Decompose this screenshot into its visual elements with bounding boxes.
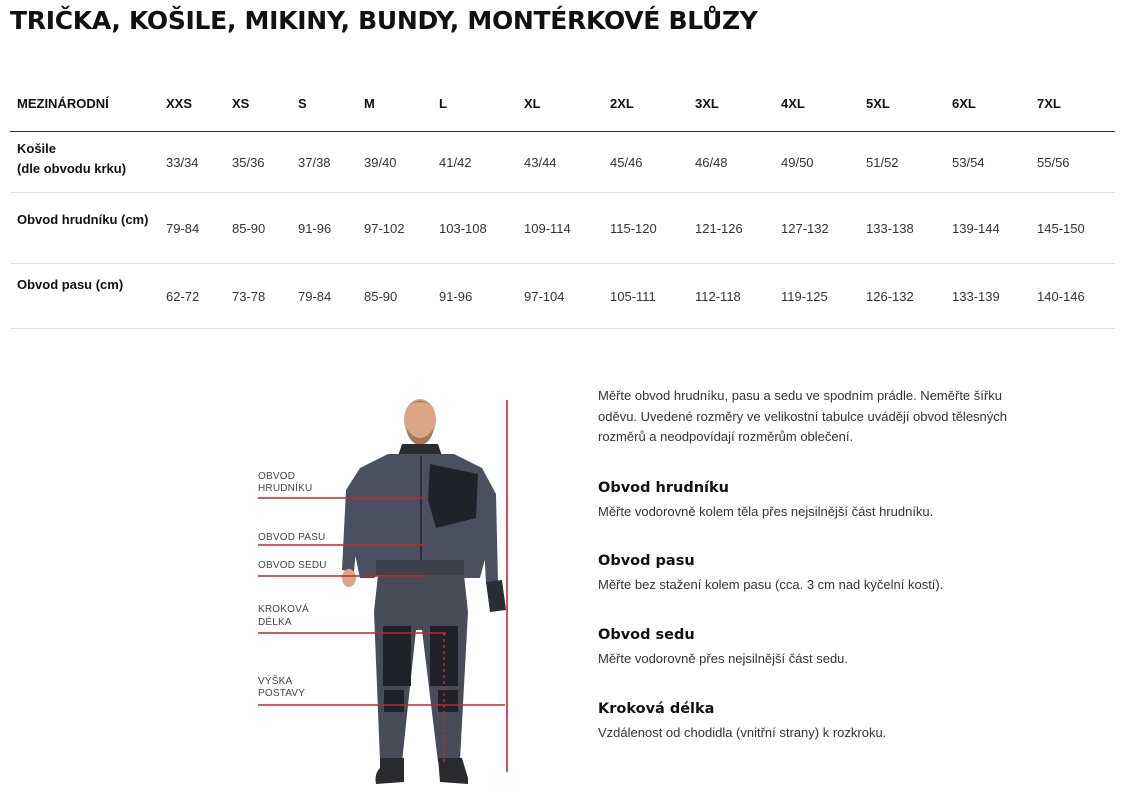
size-header: 6XL	[945, 76, 1030, 132]
measure-title-inseam: Kroková délka	[598, 701, 715, 717]
table-cell: 33/34	[159, 132, 225, 193]
table-cell: 97-102	[357, 193, 432, 264]
measure-title-waist: Obvod pasu	[598, 553, 695, 569]
table-cell: 43/44	[517, 132, 603, 193]
size-header: M	[357, 76, 432, 132]
gloves-shape	[486, 580, 506, 612]
row-label-line: Obvod hrudníku (cm)	[17, 212, 149, 227]
row-label-line: (dle obvodu krku)	[17, 161, 127, 176]
table-cell: 105-111	[603, 264, 688, 329]
label-waist: OBVOD PASU	[258, 532, 326, 543]
label-inseam-1: KROKOVÁ	[258, 604, 309, 615]
table-cell: 35/36	[225, 132, 291, 193]
table-cell: 115-120	[603, 193, 688, 264]
table-cell: 45/46	[603, 132, 688, 193]
table-row-chest	[10, 193, 1115, 264]
table-cell: 91-96	[291, 193, 357, 264]
size-header: XS	[225, 76, 291, 132]
page-title: TRIČKA, KOŠILE, MIKINY, BUNDY, MONTÉRKOVÉ BLŮZY	[10, 6, 758, 35]
table-cell: 133-139	[945, 264, 1030, 329]
row-label-line: Obvod pasu (cm)	[17, 277, 124, 292]
left-hand	[342, 569, 356, 587]
measure-instructions	[598, 386, 1008, 740]
table-cell: 140-146	[1030, 264, 1115, 329]
table-cell: 139-144	[945, 193, 1030, 264]
table-cell: 55/56	[1030, 132, 1115, 193]
size-header: 4XL	[774, 76, 859, 132]
size-header: 3XL	[688, 76, 774, 132]
table-cell: 53/54	[945, 132, 1030, 193]
measure-title-chest: Obvod hrudníku	[598, 480, 729, 496]
table-cell: 126-132	[859, 264, 945, 329]
measure-title-hips: Obvod sedu	[598, 627, 695, 643]
table-cell: 145-150	[1030, 193, 1115, 264]
measurement-figure	[250, 390, 525, 790]
label-inseam-2: DÉLKA	[258, 617, 292, 628]
table-row-waist	[10, 264, 1115, 329]
table-cell: 97-104	[517, 264, 603, 329]
header-international: MEZINÁRODNÍ	[10, 76, 159, 132]
label-height-2: POSTAVY	[258, 688, 306, 699]
left-boot	[376, 758, 405, 784]
table-cell: 41/42	[432, 132, 517, 193]
table-cell: 133-138	[859, 193, 945, 264]
size-header: 5XL	[859, 76, 945, 132]
table-cell: 112-118	[688, 264, 774, 329]
table-cell: 119-125	[774, 264, 859, 329]
size-header-row	[10, 76, 1115, 132]
size-header: L	[432, 76, 517, 132]
row-label	[10, 132, 159, 193]
table-cell: 62-72	[159, 264, 225, 329]
table-cell: 49/50	[774, 132, 859, 193]
size-table	[10, 76, 1115, 329]
table-cell: 121-126	[688, 193, 774, 264]
table-cell: 91-96	[432, 264, 517, 329]
table-cell: 127-132	[774, 193, 859, 264]
measure-text-inseam: Vzdálenost od chodidla (vnitřní strany) k rozkroku.	[598, 725, 887, 740]
chest-panel	[428, 464, 478, 528]
table-cell: 73-78	[225, 264, 291, 329]
left-leg-panel	[383, 626, 411, 686]
right-boot	[438, 758, 468, 784]
size-header: XXS	[159, 76, 225, 132]
size-header: 7XL	[1030, 76, 1115, 132]
measure-text-waist: Měřte bez stažení kolem pasu (cca. 3 cm nad kyčelní kostí).	[598, 577, 944, 592]
table-row-shirt	[10, 132, 1115, 193]
table-cell: 85-90	[225, 193, 291, 264]
table-cell: 109-114	[517, 193, 603, 264]
table-cell: 103-108	[432, 193, 517, 264]
table-cell: 46/48	[688, 132, 774, 193]
label-height-1: VÝŠKA	[258, 676, 293, 687]
measure-text-chest: Měřte vodorovně kolem těla přes nejsilnější část hrudníku.	[598, 504, 934, 519]
worker-illustration	[250, 390, 525, 790]
table-cell: 85-90	[357, 264, 432, 329]
label-chest-2: HRUDNÍKU	[258, 483, 313, 494]
size-header: S	[291, 76, 357, 132]
left-knee-pad	[384, 690, 404, 712]
measure-text-hips: Měřte vodorovně přes nejsilnější část sedu.	[598, 651, 849, 666]
row-label	[10, 193, 159, 264]
intro-text: Měřte obvod hrudníku, pasu a sedu ve spodním prádle. Neměřte šířku oděvu. Uvedené rozměry ve velikostní tabulce uvádějí obvod tělesných rozměrů a neodpovídají rozměrům oblečení.	[598, 388, 1008, 444]
label-hips: OBVOD SEDU	[258, 560, 327, 571]
size-header: XL	[517, 76, 603, 132]
table-cell: 79-84	[159, 193, 225, 264]
table-cell: 39/40	[357, 132, 432, 193]
row-label	[10, 264, 159, 329]
right-arm	[482, 468, 498, 584]
size-header: 2XL	[603, 76, 688, 132]
row-label-line: Košile	[17, 141, 57, 156]
label-chest-1: OBVOD	[258, 471, 296, 482]
jacket-hem	[376, 560, 464, 575]
right-knee-pad	[438, 690, 458, 712]
table-cell: 37/38	[291, 132, 357, 193]
table-cell: 51/52	[859, 132, 945, 193]
table-cell: 79-84	[291, 264, 357, 329]
